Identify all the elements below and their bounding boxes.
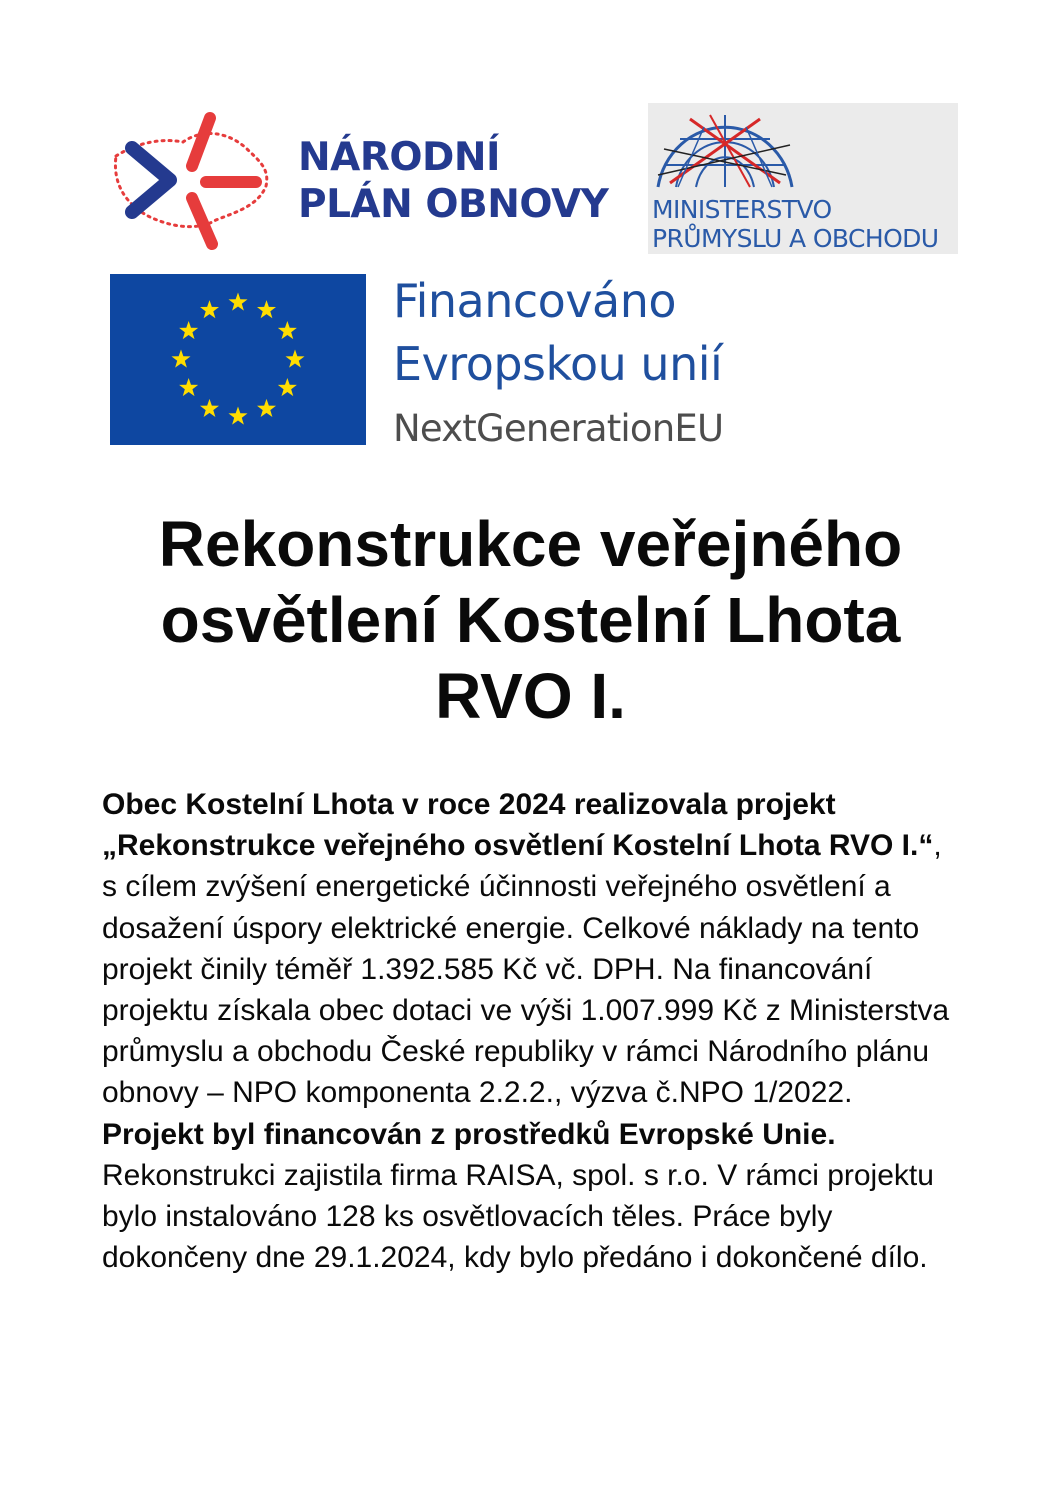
geodesic-globe-icon <box>650 105 800 191</box>
eu-line-nextgenerationeu: NextGenerationEU <box>393 407 724 450</box>
title-line-1: Rekonstrukce veřejného <box>158 508 903 580</box>
npo-arrow-czech-map-icon <box>108 108 278 256</box>
npo-logo <box>108 108 638 256</box>
mpo-line-2: PRŮMYSLU A OBCHODU <box>652 224 939 253</box>
title-line-3: RVO I. <box>435 660 626 732</box>
eu-funding-bold: Projekt byl financován z prostředků Evropské Unie. <box>102 1117 836 1151</box>
npo-line-2: PLÁN OBNOVY <box>298 182 609 227</box>
project-description <box>102 784 952 1278</box>
eu-flag-icon <box>110 274 366 445</box>
npo-wordmark <box>298 134 608 228</box>
eu-funding-wordmark <box>393 270 723 454</box>
mpo-logo <box>648 103 958 254</box>
intro-bold: Obec Kostelní Lhota v roce 2024 realizovala projekt „Rekonstrukce veřejného osvětlení Kostelní Lhota RVO I.“ <box>102 788 934 863</box>
mpo-line-1: MINISTERSTVO <box>652 195 832 224</box>
contractor-text: Rekonstrukci zajistila firma RAISA, spol. s r.o. V rámci projektu bylo instalováno 128 ks osvětlovacích těles. Práce byly dokončeny dne 29.1.2024, kdy bylo předáno i dokončené dílo. <box>102 1158 934 1275</box>
details-text: , s cílem zvýšení energetické účinnosti veřejného osvětlení a dosažení úspory elektrické energie. Celkové náklady na tento projekt činily téměř 1.392.585 Kč vč. DPH. Na financování projektu získala obec dotaci ve výši 1.007.999 Kč z Ministerstva průmyslu a obchodu České republiky v rámci Národního plánu obnovy – NPO komponenta 2.2.2., výzva č.NPO 1/2022. <box>102 829 950 1110</box>
eu-line-financovano: Financováno <box>393 274 677 328</box>
project-paragraph <box>102 784 952 1278</box>
npo-line-1: NÁRODNÍ <box>298 135 501 180</box>
title-line-2: osvětlení Kostelní Lhota <box>160 584 901 656</box>
page-title <box>60 506 1001 734</box>
mpo-wordmark <box>652 195 939 253</box>
eu-line-evropskou-unii: Evropskou unií <box>393 337 723 391</box>
